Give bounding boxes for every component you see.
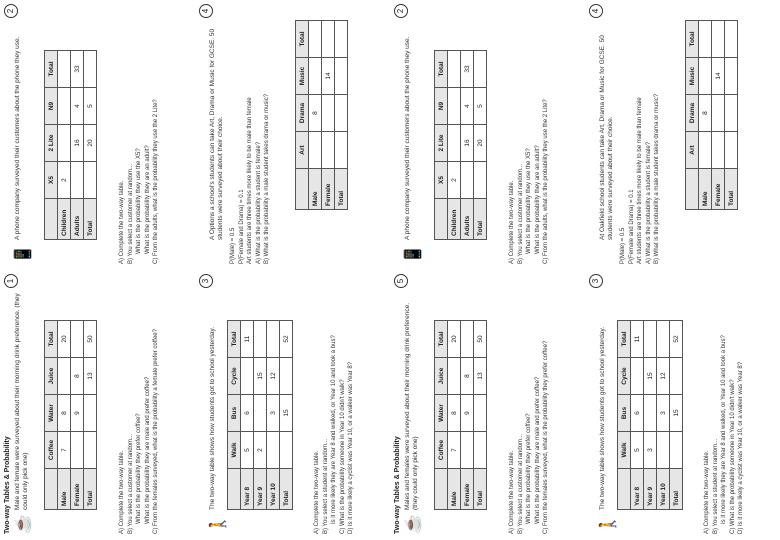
question-line: C) From the females surveyed, what is the probability a female prefer coffee? (153, 329, 159, 534)
table-cell: 20 (58, 321, 71, 358)
question-line: C) What is the probability someone in Year 10 didn't walk? (729, 379, 736, 534)
given-facts (619, 9, 662, 264)
question-list (118, 279, 161, 534)
worksheet-title: Two-way Tables & Probability (4, 436, 11, 534)
question-line: A) What is the probability a student is female? (645, 141, 652, 264)
table-cell (322, 21, 335, 58)
table-cell (448, 125, 461, 162)
table-cell (644, 395, 657, 432)
question-number: 3 (199, 274, 213, 288)
fact-line: P(Female and Drama) = 0.1 (628, 189, 635, 264)
table-cell: 11 (631, 321, 644, 358)
question-card (195, 0, 390, 270)
table-cell (699, 132, 712, 169)
table-header: Total (435, 51, 448, 88)
cup-icon: ☕ (15, 514, 32, 534)
table-cell: 4 (461, 88, 474, 125)
table-cell (474, 395, 487, 432)
question-card (0, 270, 195, 540)
row-header: Total (474, 469, 487, 510)
worksheet-strip-2 (195, 0, 390, 540)
table-header: Juice (435, 358, 448, 395)
row-header: Female (71, 469, 84, 510)
table-cell: 6 (631, 395, 644, 432)
question-line: A) Complete the two-way table. (509, 450, 515, 534)
question-number: 2 (394, 4, 408, 18)
table-cell: 4 (71, 88, 84, 125)
table-header (435, 469, 448, 510)
table-header: Walk (228, 432, 241, 469)
table-cell (84, 162, 97, 199)
table-cell (322, 95, 335, 132)
walk-icon: 🚶 (600, 514, 617, 534)
question-intro: Males and females were surveyed about their morning drink preference. (they could only pick one) (404, 302, 419, 510)
table-cell: 33 (71, 51, 84, 88)
worksheet-strip-1 (0, 0, 195, 540)
table-cell: 52 (280, 321, 293, 358)
question-card (195, 270, 390, 540)
table-cell (309, 132, 322, 169)
question-line: B) You select a customer at random... (127, 163, 134, 264)
cup-icon: ☕ (405, 514, 422, 534)
row-header: Male (448, 469, 461, 510)
two-way-table (44, 50, 97, 240)
table-cell: 2 (58, 162, 71, 199)
worksheet-column-3 (390, 0, 585, 540)
question-list (508, 279, 551, 534)
table-cell (461, 321, 474, 358)
table-cell (461, 162, 474, 199)
two-way-table (685, 20, 738, 210)
table-cell (267, 321, 280, 358)
question-line: What is the probability they are an adult? (534, 145, 541, 254)
question-line: What is the probability they use the X5? (526, 148, 532, 254)
table-cell (267, 432, 280, 469)
table-cell (474, 432, 487, 469)
table-cell: 14 (322, 58, 335, 95)
table-cell: 12 (657, 358, 670, 395)
table-cell: 9 (461, 395, 474, 432)
table-cell (448, 51, 461, 88)
table-cell (699, 21, 712, 58)
question-number: 4 (199, 4, 213, 18)
question-line: A) Complete the two-way table. (704, 450, 710, 534)
table-cell: 15 (644, 358, 657, 395)
question-number: 1 (4, 274, 18, 288)
table-header: Total (618, 321, 631, 358)
question-card (0, 0, 195, 270)
table-header: Water (45, 395, 58, 432)
table-header: X5 (45, 162, 58, 199)
question-line: B) You select a customer at random... (127, 433, 134, 534)
table-header (686, 169, 699, 210)
table-cell: 8 (448, 395, 461, 432)
table-cell: 14 (712, 58, 725, 95)
table-header: Total (228, 321, 241, 358)
table-cell (254, 395, 267, 432)
table-header (296, 169, 309, 210)
table-header (45, 469, 58, 510)
table-cell (670, 358, 683, 395)
question-line: B) What is the probability a male student takes drama or music? (264, 93, 270, 264)
question-card (390, 0, 585, 270)
given-facts (229, 9, 272, 264)
question-list (118, 9, 161, 264)
question-intro: A phone company surveyed their customers about the phone they use. (14, 36, 21, 240)
table-cell: 50 (84, 321, 97, 358)
walk-icon: 🚶 (210, 514, 227, 534)
row-header: Male (58, 469, 71, 510)
question-line: B) What is the probability a male student takes drama or music? (654, 93, 660, 264)
phone-icon: 📱 (15, 244, 32, 264)
table-header (45, 199, 58, 240)
fact-line: P(Male) = 0.5 (620, 227, 626, 264)
table-cell (461, 432, 474, 469)
table-header: 2 Lite (45, 125, 58, 162)
table-header (618, 469, 631, 510)
question-line: B) You select a student at random... (322, 438, 329, 534)
table-header: Cycle (228, 358, 241, 395)
table-cell: 33 (461, 51, 474, 88)
row-header: Total (725, 169, 738, 210)
table-cell: 52 (670, 321, 683, 358)
question-list (703, 279, 746, 534)
question-line: What is the probability they prefer coffee? (526, 413, 532, 524)
question-line: B) You select a student at random... (712, 438, 719, 534)
table-cell (335, 132, 348, 169)
table-header (435, 199, 448, 240)
row-header: Female (461, 469, 474, 510)
table-header: N9 (435, 88, 448, 125)
question-list (313, 279, 356, 534)
phone-icon: 📱 (405, 244, 422, 264)
table-cell: 3 (644, 432, 657, 469)
table-cell (644, 321, 657, 358)
two-way-table (295, 20, 348, 210)
table-cell: 15 (254, 358, 267, 395)
table-cell: 6 (241, 395, 254, 432)
worksheet-strip-4 (585, 0, 780, 540)
table-cell: 7 (58, 432, 71, 469)
question-line: C) From the females surveyed, what is the probability they prefer coffee? (543, 340, 549, 534)
two-way-table (434, 50, 487, 240)
table-header: Total (45, 321, 58, 358)
table-header (228, 469, 241, 510)
table-cell (84, 51, 97, 88)
row-header: Adults (461, 199, 474, 240)
table-cell: 8 (461, 358, 474, 395)
table-header: Drama (686, 95, 699, 132)
table-header: Art (296, 132, 309, 169)
table-cell: 7 (448, 432, 461, 469)
table-cell (84, 432, 97, 469)
table-cell: 50 (474, 321, 487, 358)
table-header: Total (435, 321, 448, 358)
table-cell: 20 (474, 125, 487, 162)
question-line: A) What is the probability a student is female? (255, 141, 262, 264)
table-cell (657, 321, 670, 358)
table-cell (71, 432, 84, 469)
question-card (390, 270, 585, 540)
table-cell (725, 21, 738, 58)
question-line: B) You select a customer at random... (517, 163, 524, 264)
table-cell (254, 321, 267, 358)
table-cell (71, 162, 84, 199)
question-line: A) Complete the two-way table. (509, 180, 515, 264)
question-card (585, 270, 780, 540)
question-line: C) From the adults, what is the probability they use the 2 Lite? (543, 99, 549, 264)
table-cell (335, 21, 348, 58)
question-line: What is the probability they prefer coffee? (136, 413, 142, 524)
row-header: Total (84, 469, 97, 510)
table-cell: 13 (474, 358, 487, 395)
two-way-table (617, 320, 683, 510)
table-cell: 15 (280, 395, 293, 432)
table-cell: 20 (448, 321, 461, 358)
table-header: Juice (45, 358, 58, 395)
row-header: Male (309, 169, 322, 210)
table-cell (58, 358, 71, 395)
table-header: Cycle (618, 358, 631, 395)
question-line: A) Complete the two-way table. (119, 450, 125, 534)
table-header: Art (686, 132, 699, 169)
table-cell (448, 358, 461, 395)
table-cell: 8 (699, 95, 712, 132)
table-cell (712, 132, 725, 169)
question-intro: At Oakfield school students can take Art, Drama or Music for GCSE. 50 students were surveyed about their choice. (599, 35, 614, 240)
question-line: Is it more likely they are Year 8 and walked, or Year 10 and took a bus? (721, 335, 727, 524)
table-cell: 16 (71, 125, 84, 162)
question-line: D) Is it more likely a cyclist was Year 10, or a walker was Year 8? (738, 361, 744, 534)
fact-line: Art students are three times more likely to be male than female (637, 97, 643, 264)
two-way-table (44, 320, 97, 510)
table-cell (58, 51, 71, 88)
table-header: Coffee (45, 432, 58, 469)
table-cell: 5 (474, 88, 487, 125)
table-header: X5 (435, 162, 448, 199)
table-cell (474, 51, 487, 88)
row-header: Year 10 (657, 469, 670, 510)
question-line: What is the probability they are male and prefer coffee? (144, 376, 151, 524)
table-header: Total (686, 21, 699, 58)
table-cell: 13 (84, 358, 97, 395)
question-intro: A Options a school's students can take Art, Drama or Music for GCSE. 50 students were surveyed about their choice. (209, 28, 224, 240)
fact-line: P(Male) = 0.5 (230, 227, 236, 264)
table-header: Total (296, 21, 309, 58)
question-number: 5 (394, 274, 408, 288)
question-number: 4 (589, 4, 603, 18)
table-header: Drama (296, 95, 309, 132)
table-cell (631, 358, 644, 395)
table-cell: 2 (448, 162, 461, 199)
table-cell (725, 95, 738, 132)
row-header: Female (712, 169, 725, 210)
table-cell (335, 95, 348, 132)
table-cell: 5 (631, 432, 644, 469)
table-cell (712, 95, 725, 132)
worksheet-column-1 (0, 0, 195, 540)
question-line: What is the probability they are an adult? (144, 145, 151, 254)
row-header: Year 9 (644, 469, 657, 510)
question-number: 2 (4, 4, 18, 18)
question-line: A) Complete the two-way table. (314, 450, 320, 534)
question-line: B) You select a customer at random... (517, 433, 524, 534)
question-intro: The two-way table shows how students got to school yesterday. (209, 326, 216, 510)
table-cell (309, 58, 322, 95)
question-line: C) What is the probability someone in Year 10 didn't walk? (339, 379, 346, 534)
question-intro: A phone company surveyed their customers about the phone they use. (404, 36, 411, 240)
table-cell: 8 (71, 358, 84, 395)
worksheet-title: Two-way Tables & Probability (394, 436, 401, 534)
table-cell: 9 (71, 395, 84, 432)
table-cell (657, 432, 670, 469)
row-header: Total (670, 469, 683, 510)
table-cell (84, 395, 97, 432)
table-cell: 8 (58, 395, 71, 432)
question-line: A) Complete the two-way table. (119, 180, 125, 264)
question-card (585, 0, 780, 270)
worksheet-strip-3 (390, 0, 585, 540)
table-header: Water (435, 395, 448, 432)
row-header: Year 8 (241, 469, 254, 510)
table-header: Coffee (435, 432, 448, 469)
table-cell: 12 (267, 358, 280, 395)
table-cell: 11 (241, 321, 254, 358)
table-cell (448, 88, 461, 125)
table-cell (712, 21, 725, 58)
worksheet-column-2 (195, 0, 390, 540)
table-cell (309, 21, 322, 58)
question-intro: Male and female were surveyed about their morning drink preference. (they could only pick one) (14, 293, 29, 510)
table-cell (241, 358, 254, 395)
question-intro: The two-way table shows how students got to school yesterday. (599, 326, 606, 510)
row-header: Year 10 (267, 469, 280, 510)
table-cell: 8 (309, 95, 322, 132)
question-line: D) Is it more likely a cyclist was Year 10, or a walker was Year 8? (348, 361, 354, 534)
table-header: Bus (618, 395, 631, 432)
table-cell (670, 432, 683, 469)
table-cell: 3 (267, 395, 280, 432)
table-cell (280, 432, 293, 469)
row-header: Male (699, 169, 712, 210)
table-cell: 3 (657, 395, 670, 432)
table-cell: 2 (254, 432, 267, 469)
row-header: Total (280, 469, 293, 510)
question-line: What is the probability they use the X5? (136, 148, 142, 254)
table-header: Total (45, 51, 58, 88)
table-cell (58, 88, 71, 125)
fact-line: P(Female and Drama) = 0.1 (238, 189, 245, 264)
table-header: 2 Lite (435, 125, 448, 162)
table-cell (280, 358, 293, 395)
table-cell (699, 58, 712, 95)
table-cell: 5 (84, 88, 97, 125)
table-header: Music (296, 58, 309, 95)
table-cell (335, 58, 348, 95)
row-header: Female (322, 169, 335, 210)
table-cell: 16 (461, 125, 474, 162)
table-cell (58, 125, 71, 162)
table-header: Bus (228, 395, 241, 432)
two-way-table (434, 320, 487, 510)
row-header: Children (58, 199, 71, 240)
table-cell: 20 (84, 125, 97, 162)
row-header: Adults (71, 199, 84, 240)
question-line: C) From the adults, what is the probability they use the 2 Lite? (153, 99, 159, 264)
question-line: What is the probability they are male and prefer coffee? (534, 376, 541, 524)
table-cell (322, 132, 335, 169)
table-header: N9 (45, 88, 58, 125)
question-line: Is it more likely they are Year 8 and walked, or Year 10 and took a bus? (331, 335, 337, 524)
row-header: Total (84, 199, 97, 240)
row-header: Total (335, 169, 348, 210)
two-way-table (227, 320, 293, 510)
row-header: Year 9 (254, 469, 267, 510)
table-header: Music (686, 58, 699, 95)
question-list (508, 9, 551, 264)
question-number: 3 (589, 274, 603, 288)
table-cell: 5 (241, 432, 254, 469)
table-cell (725, 58, 738, 95)
row-header: Children (448, 199, 461, 240)
table-cell (474, 162, 487, 199)
row-header: Total (474, 199, 487, 240)
fact-line: Art students are three times more likely to be male than female (247, 97, 253, 264)
table-cell: 15 (670, 395, 683, 432)
row-header: Year 8 (631, 469, 644, 510)
table-cell (71, 321, 84, 358)
worksheet-column-4 (585, 0, 780, 540)
table-cell (725, 132, 738, 169)
table-header: Walk (618, 432, 631, 469)
